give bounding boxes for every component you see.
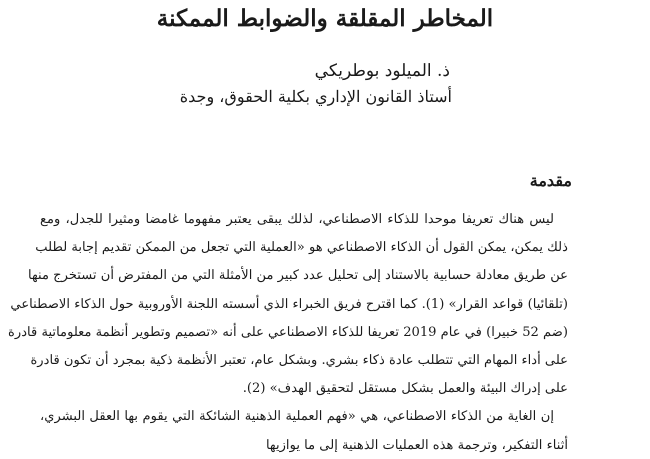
body-line: ليس هناك تعريفا موحدا للذكاء الاصطناعي، لذلك يبقى يعتبر مفهوما غامضا ومثيرا للجدل، ومع <box>40 212 554 227</box>
author-affiliation: أستاذ القانون الإداري بكلية الحقوق، وجدة <box>179 87 452 106</box>
body-line: أثناء التفكير، وترجمة هذه العمليات الذهنية إلى ما يوازيها <box>265 437 568 453</box>
body-text <box>8 207 568 453</box>
section-heading: مقدمة <box>529 171 572 190</box>
body-line: عن طريق معادلة حسابية بالاستناد إلى تحليل عدد كبير من الأمثلة التي من المفترض أن تستخرج منها <box>28 268 568 284</box>
body-line: على أداء المهام التي تتطلب عادة ذكاء بشري. وبشكل عام، تعتبر الأنظمة ذكية بمجرد أن تكون قادرة <box>30 352 568 368</box>
body-line: (تلقائيا) قواعد القرار» (1). كما اقترح فريق الخبراء الذي أسسته اللجنة الأوروبية حول الذكاء الاصطناعي <box>10 296 568 312</box>
author-name: ذ. الميلود بوطريكي <box>314 61 450 81</box>
body-line: (ضم 52 خبيرا) في عام 2019 تعريفا للذكاء الاصطناعي على أنه «تصميم وتطوير أنظمة معلوماتية قادرة <box>8 324 568 340</box>
body-line: إن الغاية من الذكاء الاصطناعي، هي «فهم العملية الذهنية الشائكة التي يقوم بها العقل البشري، <box>40 409 554 425</box>
body-line: على إدراك البيئة والعمل بشكل مستقل لتحقيق الهدف» (2). <box>242 381 568 397</box>
page-title: المخاطر المقلقة والضوابط الممكنة <box>156 5 494 32</box>
body-line: ذلك يمكن، يمكن القول أن الذكاء الاصطناعي هو «العملية التي تجعل من الممكن تقديم إجابة لطلب <box>35 240 568 256</box>
